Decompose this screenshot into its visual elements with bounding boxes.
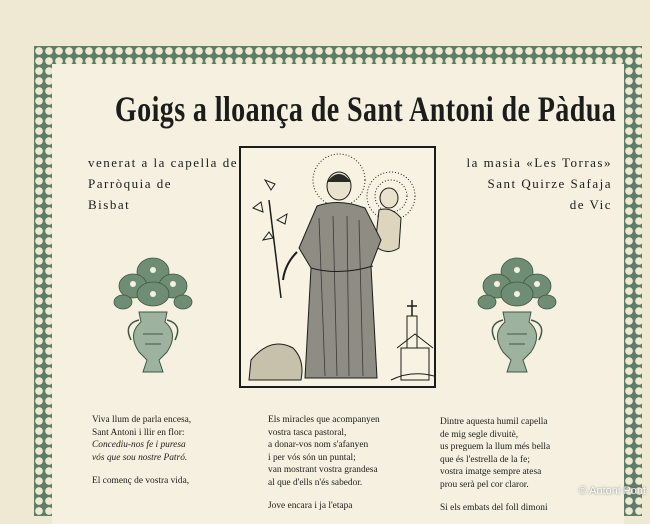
subtitle-left-line: Parròquia de — [88, 176, 173, 191]
verse-line: que és l'estrella de la fe; — [440, 454, 530, 465]
subtitle-right — [442, 152, 612, 215]
verse-line: El començ de vostra vida, — [92, 476, 190, 486]
verse-line: i per vós són un puntal; — [268, 452, 356, 463]
verse-line: prou serà pel cor claror. — [440, 479, 529, 490]
subtitle-right-line: de Vic — [569, 197, 612, 212]
subtitle-left-line: Bisbat — [88, 197, 131, 212]
verse-line: Els miracles que acompanyen — [268, 415, 380, 425]
subtitle-right-line: la masia «Les Torras» — [466, 155, 612, 170]
flower-vase-icon — [113, 250, 193, 380]
verse-line: Jove encara i ja l'etapa — [268, 501, 353, 511]
watermark: © Antoni Pont — [578, 485, 646, 497]
refrain-line: Concediu-nos fe i puresa — [92, 440, 186, 450]
verse-line: a donar-vos nom s'afanyen — [268, 440, 369, 450]
subtitle-left — [88, 152, 238, 215]
flower-vase-icon — [477, 250, 557, 380]
verse-line: vostra imatge sempre atesa — [440, 467, 542, 477]
verse-line: Dintre aquesta humil capella — [440, 417, 548, 427]
subtitle-right-line: Sant Quirze Safaja — [487, 176, 612, 191]
verse-line: de mig segle divuitè, — [440, 429, 519, 440]
verse-line: van mostrant vostra grandesa — [268, 465, 378, 475]
verse-column-1 — [92, 414, 191, 488]
refrain-line: vós que sou nostre Patró. — [92, 452, 188, 463]
verse-line: us preguem la llum més bella — [440, 442, 551, 452]
verse-line: vostra tasca pastoral, — [268, 427, 347, 438]
page-title: Goigs a lloança de Sant Antoni de Pàdua — [114, 89, 617, 129]
verse-line: Si els embats del foll dimoni — [440, 503, 548, 513]
verse-line: al que d'ells n'és sabedor. — [268, 477, 363, 488]
verse-column-3 — [440, 416, 550, 515]
verse-column-2 — [268, 414, 380, 513]
verse-line: Sant Antoni i llir en flor: — [92, 427, 185, 438]
saint-anthony-woodcut-icon — [239, 146, 436, 388]
verse-line: Viva llum de parla encesa, — [92, 415, 192, 425]
subtitle-left-line: venerat a la capella de — [88, 155, 238, 170]
